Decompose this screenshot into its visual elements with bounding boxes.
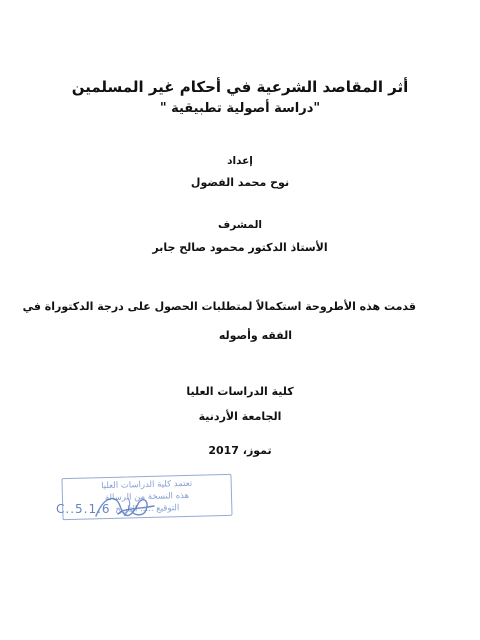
supervisor-label: المشرف bbox=[218, 219, 262, 231]
stamp-line-2: هذه النسخة من الرسالة bbox=[104, 490, 190, 504]
stamp-serial-number: C..5.1.6 bbox=[56, 502, 111, 516]
submission-date: تموز، 2017 bbox=[208, 444, 272, 457]
faculty-name: كلية الدراسات العليا bbox=[186, 385, 294, 398]
thesis-title: أثر المقاصد الشرعية في أحكام غير المسلمين bbox=[71, 78, 409, 96]
submission-statement-line-1: قدمت هذه الأطروحة استكمالاً لمتطلبات الحصول على درجة الدكتوراة في bbox=[22, 300, 416, 313]
thesis-subtitle: "دراسة أصولية تطبيقية " bbox=[159, 101, 321, 116]
university-name: الجامعة الأردنية bbox=[198, 410, 282, 423]
author-name: نوح محمد الفضول bbox=[190, 176, 290, 189]
supervisor-name: الأستاذ الدكتور محمود صالح جابر bbox=[152, 241, 328, 254]
stamp-line-1: تعتمد كلية الدراسات العليا bbox=[101, 478, 193, 492]
prepared-by-label: إعداد bbox=[227, 155, 253, 167]
stamp-line-3: التوقيع ..... التاريخ bbox=[115, 503, 180, 515]
submission-statement-line-2: الفقه وأصوله bbox=[218, 329, 292, 342]
